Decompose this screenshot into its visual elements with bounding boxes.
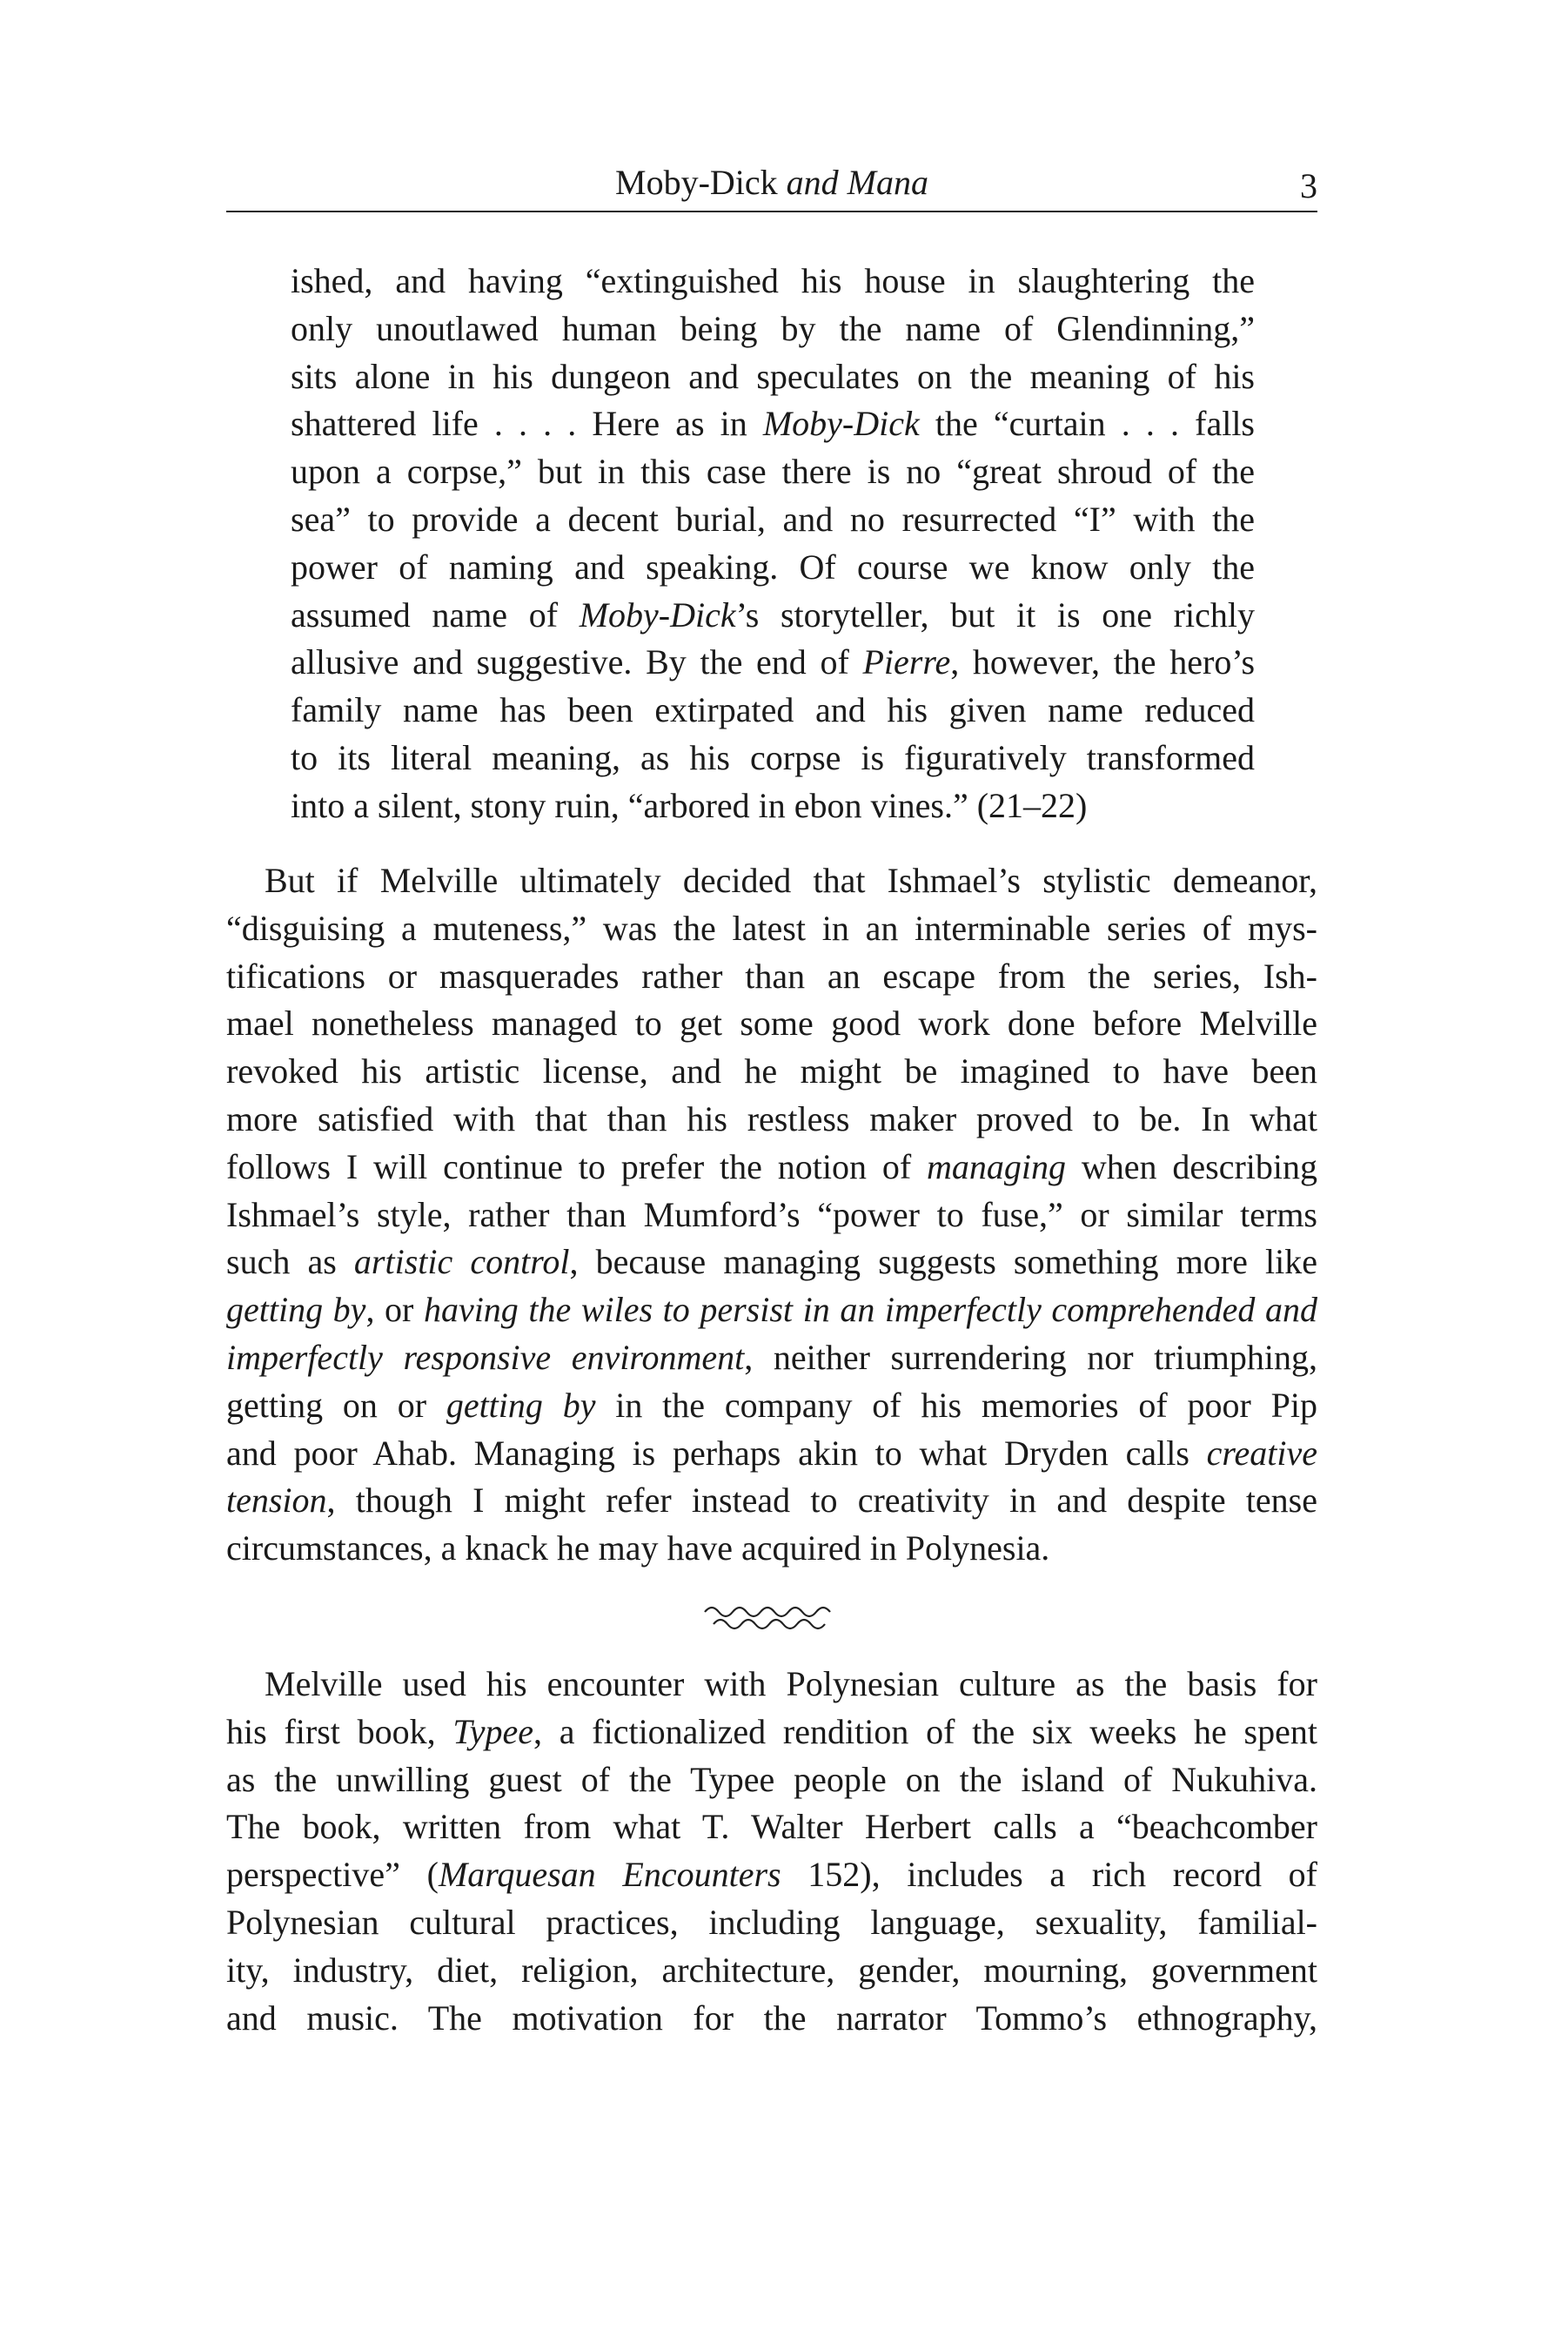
text-line: mael nonetheless managed to get some good work done before Melville (226, 1004, 1317, 1044)
text-line: ity, industry, diet, religion, architecture, gender, mourning, government (226, 1950, 1317, 1990)
text-line: getting by, or having the wiles to persist in an imperfectly comprehended and (226, 1290, 1317, 1330)
text-line: such as artistic control, because managing suggests something more like (226, 1242, 1318, 1282)
section-break-ornament-icon (703, 1601, 835, 1631)
text-line: to its literal meaning, as his corpse is figuratively transformed (291, 737, 1255, 777)
text-line: allusive and suggestive. By the end of Pierre, however, the hero’s (291, 642, 1256, 682)
body-paragraph-managing (226, 857, 1317, 1573)
text-line: power of naming and speaking. Of course we know only the (291, 547, 1255, 587)
text-line: ished, and having “extinguished his house in slaughtering the (291, 261, 1255, 300)
text-line: his first book, Typee, a fictionalized rendition of the six weeks he spent (226, 1711, 1317, 1751)
text-line: But if Melville ultimately decided that Ishmael’s stylistic demeanor, (265, 861, 1317, 900)
text-line: more satisfied with that than his restless maker proved to be. In what (226, 1098, 1317, 1138)
text-line: circumstances, a knack he may have acquired in Polynesia. (226, 1528, 1050, 1568)
header-rule (226, 211, 1317, 212)
body-paragraph-polynesia (226, 1661, 1317, 2042)
text-line: “disguising a muteness,” was the latest in an interminable series of mys- (226, 908, 1317, 948)
running-head-title-italic: and Mana (777, 163, 928, 202)
text-line: Melville used his encounter with Polynesian culture as the basis for (265, 1664, 1317, 1703)
text-line: tifications or masquerades rather than an escape from the series, Ish- (226, 956, 1317, 996)
text-line: and poor Ahab. Managing is perhaps akin to what Dryden calls creative (226, 1433, 1317, 1473)
text-line: Ishmael’s style, rather than Mumford’s “power to fuse,” or similar terms (226, 1194, 1317, 1234)
text-line: into a silent, stony ruin, “arbored in ebon vines.” (21–22) (291, 785, 1088, 825)
text-line: upon a corpse,” but in this case there is no “great shroud of the (291, 452, 1255, 492)
text-line: sea” to provide a decent burial, and no resurrected “I” with the (291, 499, 1255, 539)
text-line: revoked his artistic license, and he might be imagined to have been (226, 1051, 1317, 1091)
text-line: perspective” (Marquesan Encounters 152), includes a rich record of (226, 1855, 1317, 1895)
text-line: assumed name of Moby-Dick’s storyteller, but it is one richly (291, 594, 1255, 634)
text-line: The book, written from what T. Walter Herbert calls a “beachcomber (226, 1807, 1317, 1847)
text-line: family name has been extirpated and his given name reduced (291, 690, 1255, 730)
text-line: sits alone in his dungeon and speculates on the meaning of his (291, 356, 1255, 396)
text-line: follows I will continue to prefer the notion of managing when describing (226, 1146, 1317, 1186)
running-head-title-roman: Moby-Dick (615, 163, 778, 202)
text-line: only unoutlawed human being by the name of Glendinning,” (291, 308, 1255, 348)
text-line: imperfectly responsive environment, neither surrendering nor triumphing, (226, 1337, 1318, 1377)
text-line: Polynesian cultural practices, including language, sexuality, familial- (226, 1902, 1317, 1942)
running-head-title (226, 160, 1317, 205)
text-line: shattered life . . . . Here as in Moby-Dick the “curtain . . . falls (291, 404, 1255, 444)
running-head (226, 153, 1317, 214)
text-line: tension, though I might refer instead to creativity in and despite tense (226, 1480, 1317, 1521)
text-line: as the unwilling guest of the Typee people on the island of Nukuhiva. (226, 1759, 1317, 1799)
text-line: getting on or getting by in the company of his memories of poor Pip (226, 1385, 1317, 1425)
text-line: and music. The motivation for the narrator Tommo’s ethnography, (226, 1998, 1317, 2038)
page-number: 3 (1300, 166, 1317, 205)
block-quotation (291, 258, 1255, 830)
